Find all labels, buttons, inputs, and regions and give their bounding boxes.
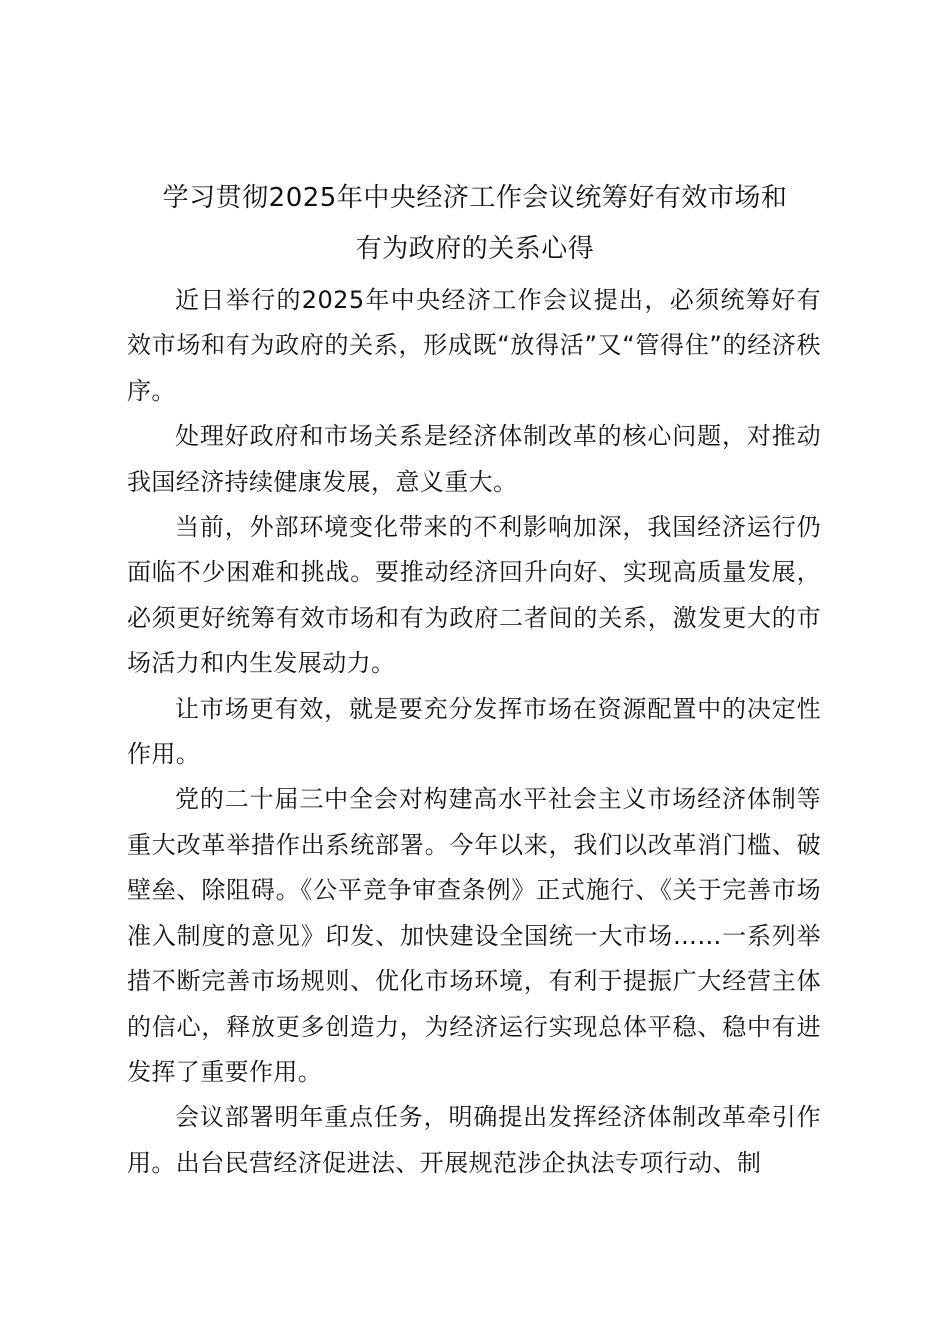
paragraph: 让市场更有效，就是要充分发挥市场在资源配置中的决定性作用。	[127, 694, 821, 769]
paragraph: 处理好政府和市场关系是经济体制改革的核心问题，对推动我国经济持续健康发展，意义重大。	[127, 422, 821, 496]
paragraph: 党的二十届三中全会对构建高水平社会主义市场经济体制等重大改革举措作出系统部署。今年以来，我们以改革消门槛、破壁垒、除阻碍。《公平竞争审查条例》正式施行、《关于完善市场准入制度的意见》印发、加快建设全国统一大市场……一系列举措不断完善市场规则、优化市场环境，有利于提振广大经营主体的信心，释放更多创造力，为经济运行实现总体平稳、稳中有进发挥了重要作用。	[127, 785, 821, 1086]
document-body	[127, 278, 821, 1186]
title-line-2: 有为政府的关系心得	[355, 234, 595, 264]
paragraph: 近日举行的2025年中央经济工作会议提出，必须统筹好有效市场和有为政府的关系，形成既“放得活”又“管得住”的经济秩序。	[127, 286, 821, 405]
title-line-1: 学习贯彻2025年中央经济工作会议统筹好有效市场和	[162, 183, 788, 213]
document-title	[120, 173, 830, 275]
paragraph: 会议部署明年重点任务，明确提出发挥经济体制改革牵引作用。出台民营经济促进法、开展规范涉企执法专项行动、制	[127, 1103, 821, 1177]
paragraph: 当前，外部环境变化带来的不利影响加深，我国经济运行仍面临不少困难和挑战。要推动经济回升向好、实现高质量发展，必须更好统筹有效市场和有为政府二者间的关系，激发更大的市场活力和内生发展动力。	[127, 513, 821, 678]
